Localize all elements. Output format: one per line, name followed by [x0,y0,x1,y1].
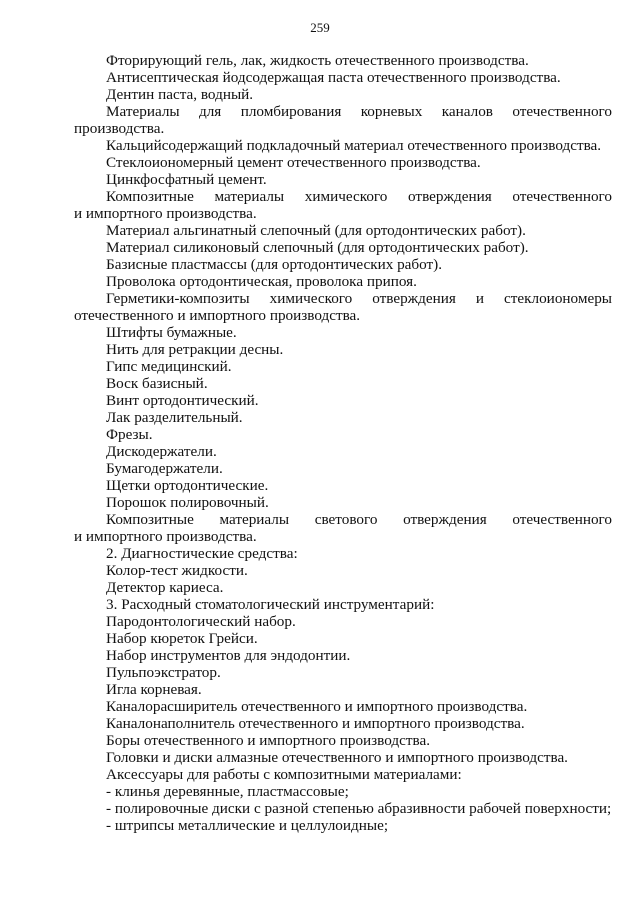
page-number: 259 [310,20,330,35]
text-line: - штрипсы металлические и целлулоидные; [106,817,389,834]
text-line: Фторирующий гель, лак, жидкость отечественного производства. [106,52,529,69]
text-line: Порошок полировочный. [106,494,269,511]
text-line: Дентин паста, водный. [106,86,254,103]
text-line: Воск базисный. [106,375,208,392]
text-line: Щетки ортодонтические. [106,477,269,494]
text-line: Пародонтологический набор. [106,613,296,630]
text-line: Материал альгинатный слепочный (для ортодонтических работ). [106,222,526,239]
text-line: производства. [74,120,165,137]
text-line: Детектор кариеса. [106,579,224,596]
text-line: Кальцийсодержащий подкладочный материал отечественного производства. [106,137,602,154]
text-line: Колор-тест жидкости. [106,562,248,579]
text-line: и импортного производства. [74,528,257,545]
text-line: Аксессуары для работы с композитными материалами: [106,766,462,783]
text-line: Проволока ортодонтическая, проволока припоя. [106,273,417,290]
text-line: Композитные материалы светового отверждения отечественного [106,511,612,528]
text-line: Боры отечественного и импортного производства. [106,732,431,749]
text-line: и импортного производства. [74,205,257,222]
text-line: Композитные материалы химического отверждения отечественного [106,188,612,205]
text-line: отечественного и импортного производства. [74,307,361,324]
text-line: Каналонаполнитель отечественного и импортного производства. [106,715,525,732]
text-line: - клинья деревянные, пластмассовые; [106,783,349,800]
text-line: Штифты бумажные. [106,324,237,341]
text-line: 3. Расходный стоматологический инструментарий: [106,596,435,613]
text-line: Нить для ретракции десны. [106,341,284,358]
text-line: Базисные пластмассы (для ортодонтических работ). [106,256,443,273]
text-line: 2. Диагностические средства: [106,545,298,562]
text-line: Бумагодержатели. [106,460,223,477]
text-line: Антисептическая йодсодержащая паста отечественного производства. [106,69,561,86]
text-line: Материалы для пломбирования корневых каналов отечественного [106,103,612,120]
text-line: Пульпоэкстратор. [106,664,221,681]
text-line: Головки и диски алмазные отечественного и импортного производства. [106,749,568,766]
text-line: Герметики-композиты химического отверждения и стеклоиономеры [106,290,612,307]
text-line: Фрезы. [106,426,153,443]
text-line: Дискодержатели. [106,443,217,460]
text-line: Материал силиконовый слепочный (для ортодонтических работ). [106,239,529,256]
document-body [74,52,612,834]
text-line: Набор инструментов для эндодонтии. [106,647,351,664]
text-line: - полировочные диски с разной степенью абразивности рабочей поверхности; [106,800,612,817]
text-line: Винт ортодонтический. [106,392,259,409]
text-line: Набор кюреток Грейси. [106,630,258,647]
text-line: Стеклоиономерный цемент отечественного производства. [106,154,481,171]
text-line: Гипс медицинский. [106,358,232,375]
text-line: Цинкфосфатный цемент. [106,171,267,188]
text-line: Каналорасширитель отечественного и импортного производства. [106,698,528,715]
text-line: Игла корневая. [106,681,202,698]
text-line: Лак разделительный. [106,409,243,426]
